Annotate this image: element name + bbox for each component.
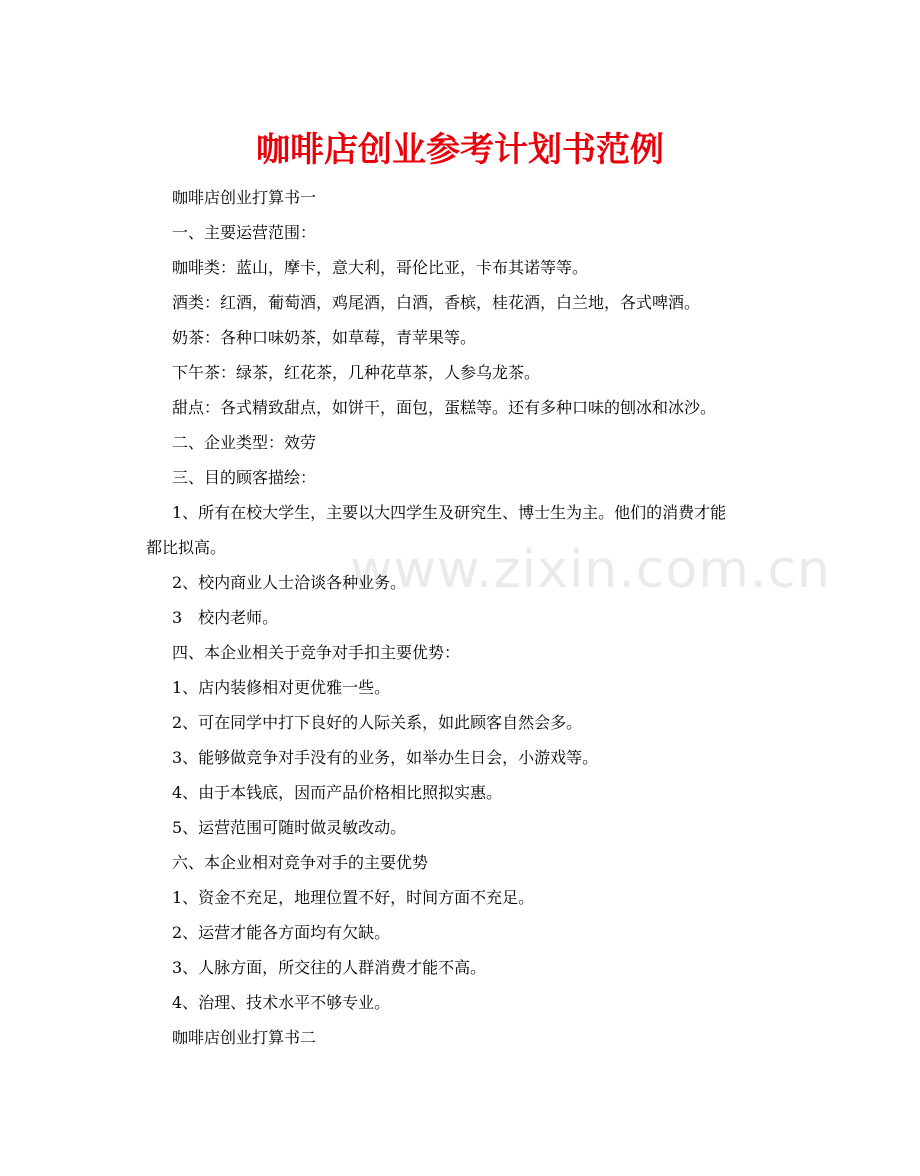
text-line-continuation: 都比拟高。: [146, 538, 227, 557]
text-line: 2、校内商业人士洽谈各种业务。: [172, 573, 407, 592]
text-line: 六、本企业相对竞争对手的主要优势: [172, 853, 429, 872]
text-line: 1、店内装修相对更优雅一些。: [172, 678, 391, 697]
text-line: 奶茶：各种口味奶茶，如草莓，青苹果等。: [172, 328, 477, 347]
text-line: 下午茶：绿茶，红花茶，几种花草茶，人参乌龙茶。: [172, 363, 541, 382]
text-line: 酒类：红酒，葡萄酒，鸡尾酒，白酒，香槟，桂花酒，白兰地，各式啤酒。: [172, 293, 701, 312]
text-line: 3、能够做竞争对手没有的业务，如举办生日会，小游戏等。: [172, 748, 599, 767]
text-line: 咖啡店创业打算书一: [172, 188, 317, 207]
text-line: 2、运营才能各方面均有欠缺。: [172, 923, 391, 942]
text-line: 3、人脉方面，所交往的人群消费才能不高。: [172, 958, 487, 977]
text-line: 三、目的顾客描绘：: [172, 468, 317, 487]
text-line: 1、资金不充足，地理位置不好，时间方面不充足。: [172, 888, 535, 907]
text-line: 二、企业类型：效劳: [172, 433, 317, 452]
text-line: 四、本企业相关于竞争对手扣主要优势：: [172, 643, 461, 662]
document-body: [146, 180, 792, 1055]
text-line: 5、运营范围可随时做灵敏改动。: [172, 818, 407, 837]
text-line: 4、由于本钱底，因而产品价格相比照拟实惠。: [172, 783, 503, 802]
document-title: 咖啡店创业参考计划书范例: [256, 130, 664, 170]
text-line: 一、主要运营范围：: [172, 223, 317, 242]
text-line: 咖啡类：蓝山，摩卡，意大利，哥伦比亚，卡布其诺等等。: [172, 258, 589, 277]
text-line: 3 校内老师。: [172, 608, 279, 627]
watermark: www.zixin.com.cn: [350, 540, 831, 600]
paragraph: [146, 495, 792, 565]
text-line: 2、可在同学中打下良好的人际关系，如此顾客自然会多。: [172, 713, 583, 732]
text-line: 1、所有在校大学生，主要以大四学生及研究生、博士生为主。他们的消费才能: [172, 503, 727, 522]
text-line: 甜点：各式精致甜点，如饼干，面包，蛋糕等。还有多种口味的刨冰和冰沙。: [172, 398, 717, 417]
text-line: 咖啡店创业打算书二: [172, 1028, 317, 1047]
text-line: 4、治理、技术水平不够专业。: [172, 993, 391, 1012]
